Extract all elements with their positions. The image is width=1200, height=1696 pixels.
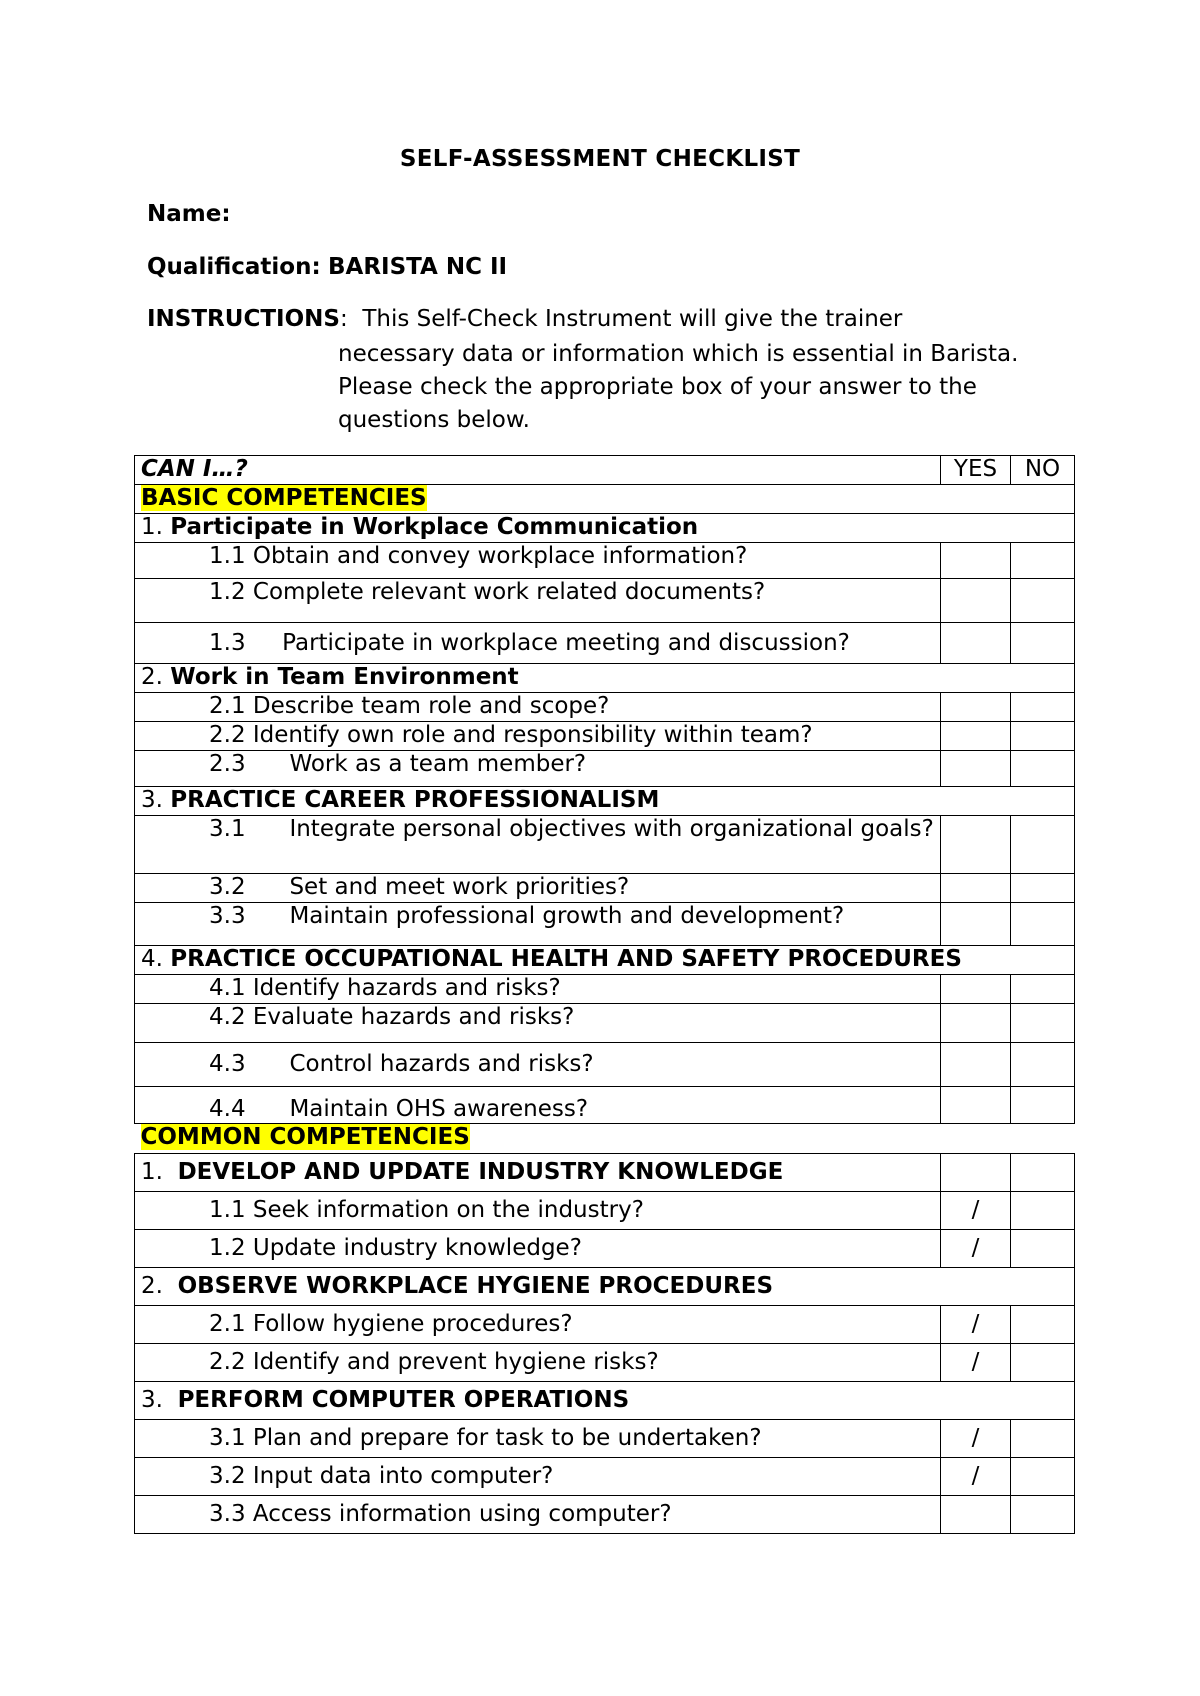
- yes-checkbox[interactable]: [941, 1496, 1011, 1534]
- column-header-yes: YES: [941, 456, 1011, 485]
- yes-checkbox[interactable]: [941, 579, 1011, 623]
- question-text: 3.2 Set and meet work priorities?: [135, 874, 941, 903]
- table-row: [135, 1344, 1075, 1382]
- yes-checkbox[interactable]: [941, 722, 1011, 751]
- column-header-can-i: CAN I…?: [135, 456, 941, 485]
- question-text: 1.1 Seek information on the industry?: [135, 1192, 941, 1230]
- yes-checkbox[interactable]: /: [941, 1192, 1011, 1230]
- question-text: 2.3 Work as a team member?: [135, 751, 941, 787]
- section-row: 3. PERFORM COMPUTER OPERATIONS: [135, 1382, 1075, 1420]
- question-text: 2.2 Identify own role and responsibility within team?: [135, 722, 941, 751]
- table-row: [135, 1192, 1075, 1230]
- table-row: [135, 975, 1075, 1004]
- no-checkbox[interactable]: [1011, 693, 1075, 722]
- question-text: 2.2 Identify and prevent hygiene risks?: [135, 1344, 941, 1382]
- yes-checkbox[interactable]: [941, 975, 1011, 1004]
- table-row: [135, 1043, 1075, 1087]
- table-row: [135, 1458, 1075, 1496]
- yes-checkbox[interactable]: /: [941, 1306, 1011, 1344]
- no-checkbox[interactable]: [1011, 874, 1075, 903]
- yes-checkbox[interactable]: [941, 543, 1011, 579]
- yes-checkbox[interactable]: /: [941, 1458, 1011, 1496]
- no-checkbox[interactable]: [1011, 1192, 1075, 1230]
- yes-checkbox[interactable]: [941, 693, 1011, 722]
- table-row: [135, 1306, 1075, 1344]
- section-row: 4. PRACTICE OCCUPATIONAL HEALTH AND SAFETY PROCEDURES: [135, 946, 1075, 975]
- section-title: PRACTICE CAREER PROFESSIONALISM: [170, 787, 660, 813]
- question-text: 1.1 Obtain and convey workplace information?: [135, 543, 941, 579]
- table-row: [135, 816, 1075, 874]
- no-checkbox[interactable]: [1011, 623, 1075, 664]
- common-competencies-label: COMMON COMPETENCIES: [140, 1124, 470, 1150]
- checklist-table: [134, 455, 1075, 1534]
- no-checkbox[interactable]: [1011, 722, 1075, 751]
- question-text: 3.2 Input data into computer?: [135, 1458, 941, 1496]
- section-row: 3. PRACTICE CAREER PROFESSIONALISM: [135, 787, 1075, 816]
- table-row: [135, 1420, 1075, 1458]
- section-title: OBSERVE WORKPLACE HYGIENE PROCEDURES: [177, 1273, 774, 1299]
- table-row: [135, 693, 1075, 722]
- yes-checkbox[interactable]: /: [941, 1420, 1011, 1458]
- no-checkbox[interactable]: [1011, 543, 1075, 579]
- instructions-line-3: Please check the appropriate box of your answer to the: [338, 374, 977, 400]
- question-text: 4.1 Identify hazards and risks?: [135, 975, 941, 1004]
- section-title: Work in Team Environment: [170, 664, 519, 690]
- qualification-line: [147, 254, 507, 280]
- yes-checkbox[interactable]: [941, 903, 1011, 946]
- yes-checkbox[interactable]: [941, 1004, 1011, 1043]
- table-row: [135, 543, 1075, 579]
- question-text: 1.2 Update industry knowledge?: [135, 1230, 941, 1268]
- qualification-label: Qualification:: [147, 254, 321, 280]
- section-row: 1. DEVELOP AND UPDATE INDUSTRY KNOWLEDGE: [135, 1154, 1075, 1192]
- table-row: [135, 1230, 1075, 1268]
- no-checkbox[interactable]: [1011, 1344, 1075, 1382]
- section-row: 2. Work in Team Environment: [135, 664, 1075, 693]
- question-text: 3.1 Integrate personal objectives with organizational goals?: [135, 816, 941, 874]
- instructions-line-2: necessary data or information which is essential in Barista.: [338, 341, 1019, 367]
- question-text: 4.4 Maintain OHS awareness?: [135, 1087, 941, 1124]
- table-row: [135, 751, 1075, 787]
- no-checkbox[interactable]: [1011, 975, 1075, 1004]
- instructions-label: INSTRUCTIONS: [147, 306, 340, 332]
- yes-checkbox[interactable]: /: [941, 1230, 1011, 1268]
- basic-competencies-label: BASIC COMPETENCIES: [141, 485, 427, 511]
- question-text: 2.1 Follow hygiene procedures?: [135, 1306, 941, 1344]
- no-checkbox[interactable]: [1011, 1043, 1075, 1087]
- table-row: [135, 903, 1075, 946]
- yes-checkbox[interactable]: [941, 874, 1011, 903]
- no-checkbox[interactable]: [1011, 903, 1075, 946]
- name-label: Name:: [147, 201, 231, 227]
- instructions-line-4: questions below.: [338, 407, 530, 433]
- no-checkbox[interactable]: [1011, 1004, 1075, 1043]
- section-row: 1. Participate in Workplace Communication: [135, 514, 1075, 543]
- question-text: 4.2 Evaluate hazards and risks?: [135, 1004, 941, 1043]
- yes-checkbox[interactable]: [941, 751, 1011, 787]
- no-checkbox[interactable]: [1011, 751, 1075, 787]
- yes-checkbox[interactable]: [941, 1087, 1011, 1124]
- question-text: 3.3 Access information using computer?: [135, 1496, 941, 1534]
- qualification-value: BARISTA NC II: [327, 254, 508, 280]
- no-checkbox[interactable]: [1011, 1458, 1075, 1496]
- no-checkbox[interactable]: [1011, 816, 1075, 874]
- section-title: PRACTICE OCCUPATIONAL HEALTH AND SAFETY PROCEDURES: [170, 946, 962, 972]
- question-text: 3.1 Plan and prepare for task to be undertaken?: [135, 1420, 941, 1458]
- table-row: [135, 1496, 1075, 1534]
- yes-checkbox[interactable]: /: [941, 1344, 1011, 1382]
- question-text: 2.1 Describe team role and scope?: [135, 693, 941, 722]
- common-competencies-row: [135, 1124, 1075, 1154]
- table-row: [135, 623, 1075, 664]
- section-title: DEVELOP AND UPDATE INDUSTRY KNOWLEDGE: [177, 1159, 784, 1185]
- instructions-block: INSTRUCTIONS: This Self-Check Instrument will give the trainer necessary data or information which is essential in Barista. Please check the appropriate box of your answer to the questions below.: [147, 306, 1087, 437]
- section-row: 2. OBSERVE WORKPLACE HYGIENE PROCEDURES: [135, 1268, 1075, 1306]
- table-row: [135, 722, 1075, 751]
- no-checkbox[interactable]: [1011, 1306, 1075, 1344]
- table-row: [135, 1004, 1075, 1043]
- yes-checkbox[interactable]: [941, 623, 1011, 664]
- section-title: Participate in Workplace Communication: [170, 514, 699, 540]
- no-checkbox[interactable]: [1011, 579, 1075, 623]
- question-text: 1.2 Complete relevant work related documents?: [135, 579, 941, 623]
- question-text: 4.3 Control hazards and risks?: [135, 1043, 941, 1087]
- no-checkbox[interactable]: [1011, 1087, 1075, 1124]
- no-checkbox[interactable]: [1011, 1420, 1075, 1458]
- no-checkbox[interactable]: [1011, 1230, 1075, 1268]
- section-title: PERFORM COMPUTER OPERATIONS: [177, 1387, 630, 1413]
- instructions-line-1: This Self-Check Instrument will give the trainer: [362, 306, 903, 332]
- table-row: [135, 874, 1075, 903]
- table-row: [135, 579, 1075, 623]
- table-header-row: [135, 456, 1075, 485]
- table-row: [135, 1087, 1075, 1124]
- yes-checkbox[interactable]: [941, 1043, 1011, 1087]
- yes-checkbox[interactable]: [941, 816, 1011, 874]
- no-checkbox[interactable]: [1011, 1496, 1075, 1534]
- question-text: 1.3 Participate in workplace meeting and discussion?: [135, 623, 941, 664]
- page-title: SELF-ASSESSMENT CHECKLIST: [399, 146, 801, 172]
- question-text: 3.3 Maintain professional growth and development?: [135, 903, 941, 946]
- basic-competencies-row: [135, 485, 1075, 514]
- column-header-no: NO: [1011, 456, 1075, 485]
